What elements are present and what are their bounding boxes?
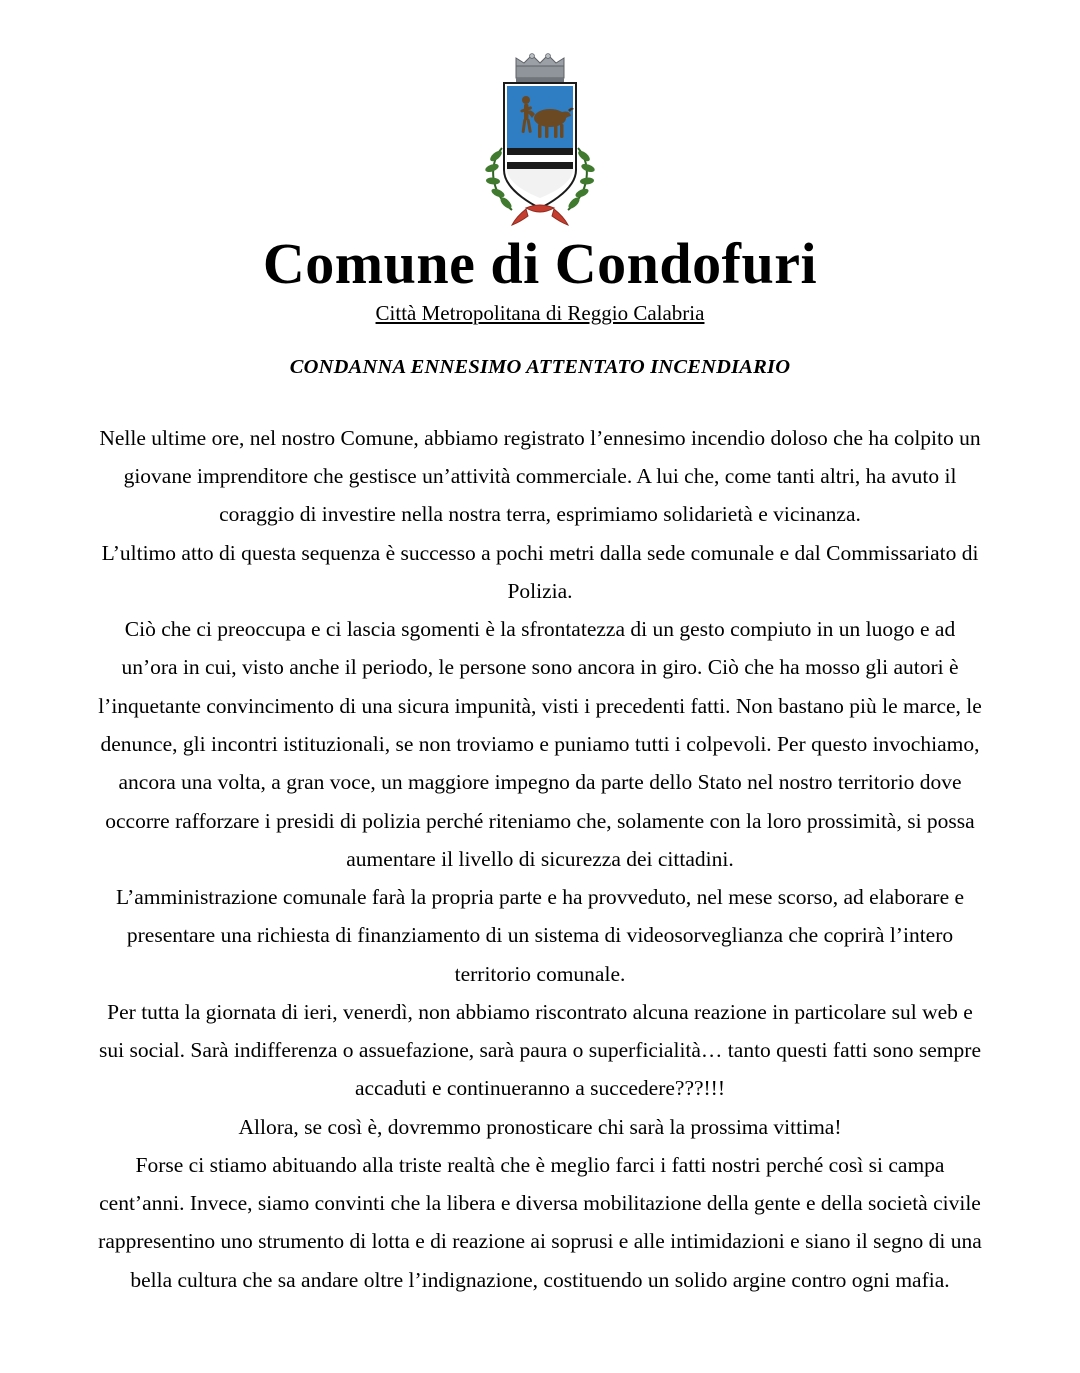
- paragraph: Per tutta la giornata di ieri, venerdì, non abbiamo riscontrato alcuna reazione in particolare sul web e sui social. Sarà indifferenza o assuefazione, sarà paura o superficialità… tanto questi fatti sono sempre accaduti e continueranno a succedere???!!!: [99, 999, 981, 1101]
- document-body: [96, 419, 984, 1299]
- coat-of-arms-shield-icon: [482, 52, 598, 230]
- paragraph: Forse ci stiamo abituando alla triste realtà che è meglio farci i fatti nostri perché così si campa cent’anni. Invece, siamo convinti che la libera e diversa mobilitazione della gente e della società civile rappresentino uno strumento di lotta e di reazione ai soprusi e alle intimidazioni e siano il segno di una bella cultura che sa andare oltre l’indignazione, costituendo un solido argine contro ogni mafia.: [98, 1152, 982, 1292]
- paragraph: Nelle ultime ore, nel nostro Comune, abbiamo registrato l’ennesimo incendio doloso che ha colpito un giovane imprenditore che gestisce un’attività commerciale. A lui che, come tanti altri, ha avuto il coraggio di investire nella nostra terra, esprimiamo solidarietà e vicinanza.: [99, 425, 981, 527]
- paragraph: L’amministrazione comunale farà la propria parte e ha provveduto, nel mese scorso, ad elaborare e presentare una richiesta di finanziamento di un sistema di videosorveglianza che coprirà l’intero territorio comunale.: [115, 885, 965, 986]
- paragraph: Allora, se così è, dovremmo pronosticare chi sarà la prossima vittima!: [238, 1114, 842, 1139]
- page-subtitle: Città Metropolitana di Reggio Calabria: [375, 300, 705, 325]
- page-title: Comune di Condofuri: [262, 231, 818, 296]
- paragraph: Ciò che ci preoccupa e ci lascia sgomenti è la sfrontatezza di un gesto compiuto in un luogo e ad un’ora in cui, visto anche il periodo, le persone sono ancora in giro. Ciò che ha mosso gli autori è l’inquetante convincimento di una sicura impunità, visti i precedenti fatti. Non bastano più le marce, le denunce, gli incontri istituzionali, se non troviamo e puniamo tutti i colpevoli. Per questo invochiamo, ancora una volta, a gran voce, un maggiore impegno da parte dello Stato nel nostro territorio dove occorre rafforzare i presidi di polizia perché riteniamo che, solamente con la loro prossimità, si possa aumentare il livello di sicurezza dei cittadini.: [98, 617, 982, 871]
- document-heading: CONDANNA ENNESIMO ATTENTATO INCENDIARIO: [289, 355, 791, 378]
- paragraph: L’ultimo atto di questa sequenza è successo a pochi metri dalla sede comunale e dal Commissariato di Polizia.: [101, 540, 979, 603]
- crest-container: [96, 52, 984, 230]
